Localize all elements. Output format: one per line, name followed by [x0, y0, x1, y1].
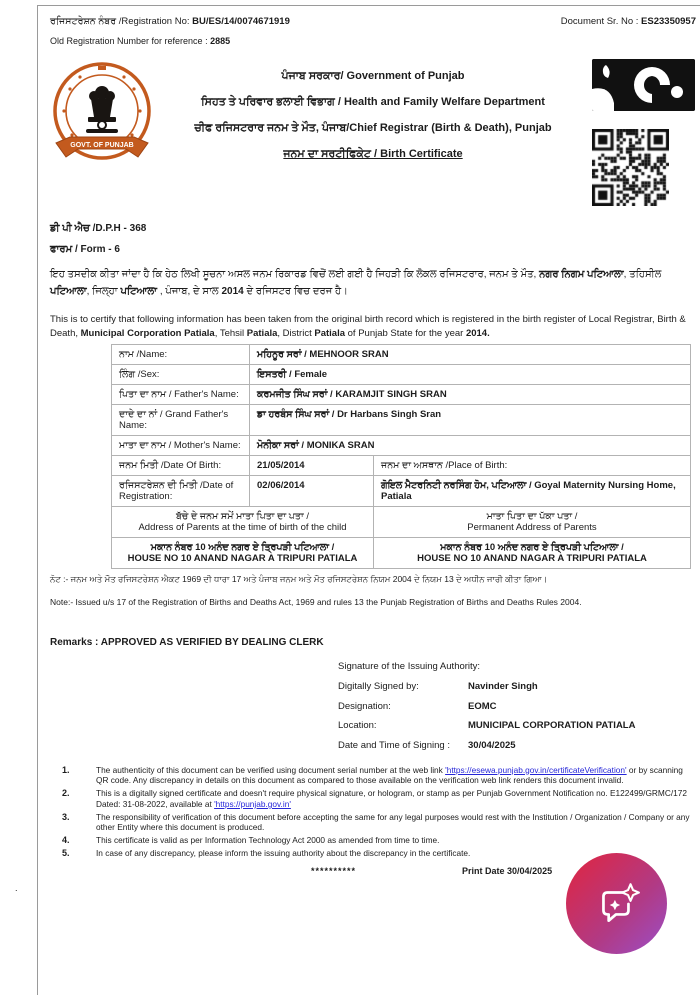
- birth-details-table: [111, 344, 691, 569]
- digitally-signed-by-label: Digitally Signed by:: [338, 681, 419, 692]
- table-row: [112, 365, 691, 385]
- certify-en-b3: Patiala: [314, 327, 345, 339]
- place-of-birth-label: ਜਨਮ ਦਾ ਅਸਥਾਨ /Place of Birth:: [374, 456, 691, 476]
- signing-date-label: Date and Time of Signing :: [338, 739, 450, 751]
- certify-en-b2: Patiala: [246, 327, 278, 339]
- sex-label: ਲਿੰਗ /Sex:: [112, 365, 250, 385]
- footnote-text: [96, 788, 698, 810]
- signature-row: [338, 740, 700, 751]
- footnotes-list: [62, 765, 698, 859]
- title-birth-certificate: ਜਨਮ ਦਾ ਸਰਟੀਫਿਕੇਟ / Birth Certificate: [283, 148, 463, 160]
- address-birth-header-pa: ਬੱਚੇ ਦੇ ਜਨਮ ਸਮੇਂ ਮਾਤਾ ਪਿਤਾ ਦਾ ਪਤਾ /: [175, 511, 310, 522]
- feedback-widget-button[interactable]: [566, 853, 667, 954]
- qr-code: [592, 129, 669, 206]
- footnote-number: 1.: [62, 764, 70, 775]
- certify-pa-b2: ਪਟਿਆਲਾ: [50, 286, 87, 297]
- header-right-column: [592, 59, 695, 211]
- address-permanent-value-pa: ਮਕਾਨ ਨੰਬਰ 10 ਅਨੰਦ ਨਗਰ ਏ ਤ੍ਰਿਪੜੀ ਪਟਿਆਲਾ /: [440, 542, 624, 553]
- father-name-value: ਕਰਮਜੀਤ ਸਿੰਘ ਸਰਾਂ / KARAMJIT SINGH SRAN: [250, 385, 691, 405]
- certify-paragraph-punjabi: [50, 266, 695, 300]
- name-value: ਮਹਿਨੂਰ ਸਰਾਂ / MEHNOOR SRAN: [250, 345, 691, 365]
- certify-en-t1: This is to certify that following information has been taken from the original birth record which is registered in the birth register of Local Registrar, Birth & Death,: [50, 314, 686, 339]
- address-permanent-value: [374, 538, 691, 569]
- certificate-frame: [37, 5, 700, 995]
- address-permanent-header-en: Permanent Address of Parents: [467, 522, 597, 533]
- punjab-govt-emblem-icon: [50, 59, 154, 211]
- registration-number-label: ਰਜਿਸਟਰੇਸ਼ਨ ਨੰਬਰ /Registration No:: [50, 16, 193, 27]
- digitally-signed-by-value: Navinder Singh: [468, 681, 538, 692]
- footnote-1-text-cont: or by scanning QR code. Any discrepancy in details on this document as compared to those available on the verification web link renders this document invalid.: [96, 764, 683, 786]
- remarks-line: Remarks : APPROVED AS VERIFIED BY DEALING CLERK: [50, 637, 324, 648]
- print-date: Print Date 30/04/2025: [462, 865, 553, 876]
- certify-pa-t4: , ਪੰਜਾਬ, ਦੇ ਸਾਲ: [157, 286, 222, 297]
- note-punjabi: ਨੋਟ :- ਜਨਮ ਅਤੇ ਮੌਤ ਰਜਿਸਟਰੇਸ਼ਨ ਐਕਟ 1969 ਦੀ ਧਾਰਾ 17 ਅਤੇ ਪੰਜਾਬ ਜਨਮ ਅਤੇ ਮੌਤ ਰਜਿਸਟਰੇਸ਼ਨ ਨਿਯਮ 2004 ਦੇ ਨਿਯਮ 13 ਦੇ ਅਧੀਨ ਜਾਰੀ ਕੀਤਾ ਗਿਆ।: [50, 574, 548, 584]
- feedback-chat-icon: [592, 879, 642, 929]
- note-english: Note:- Issued u/s 17 of the Registration of Births and Deaths Act, 1969 and rules 13 the Punjab Registration of Births and Deaths Rules 2004.: [50, 597, 582, 607]
- asterisks-separator: **********: [311, 865, 357, 876]
- dob-label: ਜਨਮ ਮਿਤੀ /Date Of Birth:: [112, 456, 250, 476]
- punjab-gov-link[interactable]: 'https://punjab.gov.in': [214, 798, 291, 809]
- location-value: MUNICIPAL CORPORATION PATIALA: [468, 720, 636, 731]
- certify-pa-b3: ਪਟਿਆਲਾ: [120, 286, 158, 297]
- verification-link[interactable]: 'https://esewa.punjab.gov.in/certificateVerification': [445, 764, 627, 775]
- address-birth-value-en: HOUSE NO 10 ANAND NAGAR A TRIPURI PATIALA: [127, 553, 358, 564]
- document-sr-value: ES23350957: [641, 16, 696, 27]
- signature-row: [338, 701, 700, 712]
- topbar: [50, 16, 700, 27]
- address-birth-value-pa: ਮਕਾਨ ਨੰਬਰ 10 ਅਨੰਦ ਨਗਰ ਏ ਤ੍ਰਿਪੜੀ ਪਟਿਆਲਾ /: [150, 542, 335, 553]
- footnote-3-text: The responsibility of verification of this document before accepting the same for any legal purposes would rest with the Institution / Organization / Company or any other Entity where this document is produced.: [96, 811, 690, 833]
- certify-en-t2: , Tehsil: [214, 327, 247, 339]
- stray-period: .: [15, 883, 18, 893]
- footnote-2-text: This is a digitally signed certificate and doesn't require physical signature, or hologram, or stamp as per Punjab Government Notification no. E122499/GRMC/172 Dated: 31-08-2022, available at: [96, 788, 687, 809]
- signature-row: [338, 681, 700, 692]
- certify-en-t4: of Punjab State for the year: [345, 327, 466, 339]
- title-block: [154, 59, 592, 211]
- place-of-birth-value: ਗੋਇਲ ਮੈਟਰਨਿਟੀ ਨਰਸਿੰਗ ਹੋਮ, ਪਟਿਆਲਾ / Goyal Maternity Nursing Home, Patiala: [374, 476, 691, 507]
- sex-value: ਇਸਤਰੀ / Female: [250, 365, 691, 385]
- footnote-1-text: The authenticity of this document can be verified using document serial number at the web link: [96, 764, 446, 775]
- table-row: [112, 507, 691, 538]
- certify-pa-t1: ਇਹ ਤਸਦੀਕ ਕੀਤਾ ਜਾਂਦਾ ਹੈ ਕਿ ਹੇਠ ਲਿਖੀ ਸੂਚਨਾ ਅਸਲ ਜਨਮ ਰਿਕਾਰਡ ਵਿਚੋਂ ਲਈ ਗਈ ਹੈ ਜਿਹੜੀ ਕਿ ਲੋਕਲ ਰਜਿਸਟਰਾਰ, ਜਨਮ ਤੇ ਮੌਤ,: [50, 269, 540, 280]
- old-registration-value: 2885: [210, 36, 231, 46]
- mother-name-value: ਮੋਨੀਕਾ ਸਰਾਂ / MONIKA SRAN: [250, 436, 691, 456]
- certify-en-b1: Municipal Corporation Patiala: [80, 327, 215, 339]
- table-row: [112, 476, 691, 507]
- form-number-line: ਫਾਰਮ / Form - 6: [50, 244, 120, 255]
- location-label: Location:: [338, 720, 377, 731]
- table-row: [112, 405, 691, 436]
- designation-label: Designation:: [338, 700, 391, 712]
- footnote-item-2: [62, 788, 698, 810]
- signing-date-value: 30/04/2025: [468, 739, 516, 751]
- certificate-header: [50, 59, 700, 211]
- table-row: [112, 456, 691, 476]
- document-sr-line: [561, 16, 696, 27]
- title-chief-registrar: ਚੀਫ ਰਜਿਸਟਰਾਰ ਜਨਮ ਤੇ ਮੌਤ, ਪੰਜਾਬ/Chief Registrar (Birth & Death), Punjab: [194, 122, 552, 134]
- certify-en-t3: , District: [277, 327, 315, 339]
- esewa-logo-icon: [592, 59, 695, 111]
- table-row: [112, 345, 691, 365]
- footnote-number: 5.: [62, 848, 70, 859]
- certify-pa-t2: , ਤਹਿਸੀਲ: [623, 269, 662, 280]
- old-registration-label: Old Registration Number for reference :: [50, 36, 211, 46]
- certify-pa-b4: 2014: [221, 286, 244, 297]
- document-sr-label: Document Sr. No :: [560, 16, 642, 27]
- title-government: ਪੰਜਾਬ ਸਰਕਾਰ/ Government of Punjab: [281, 70, 465, 82]
- address-birth-header-en: Address of Parents at the time of birth of the child: [138, 522, 347, 533]
- footnote-number: 2.: [62, 788, 70, 799]
- grandfather-name-label: ਦਾਦੇ ਦਾ ਨਾਂ / Grand Father's Name:: [112, 405, 250, 436]
- signature-block: [338, 661, 700, 751]
- certify-pa-t3: , ਜਿਲ੍ਹਾ: [86, 286, 121, 297]
- title-department: ਸਿਹਤ ਤੇ ਪਰਿਵਾਰ ਭਲਾਈ ਵਿਭਾਗ / Health and Family Welfare Department: [201, 96, 545, 108]
- registration-number-value: BU/ES/14/0074671919: [192, 16, 290, 27]
- footnote-item-1: [62, 765, 698, 787]
- registration-date-label: ਰਜਿਸਟਰੇਸ਼ਨ ਦੀ ਮਿਤੀ /Date of Registration:: [112, 476, 250, 507]
- certify-pa-t5: ਦੇ ਰਜਿਸਟਰ ਵਿਚ ਦਰਜ ਹੈ।: [243, 286, 348, 297]
- footnote-item-4: [62, 835, 698, 846]
- dph-line: ਡੀ ਪੀ ਐਚ /D.P.H - 368: [50, 223, 147, 234]
- signature-row: [338, 720, 700, 731]
- registration-number-line: [50, 16, 290, 27]
- certify-paragraph-english: [50, 313, 698, 340]
- footnote-number: 4.: [62, 835, 70, 846]
- table-row: [112, 538, 691, 569]
- designation-value: EOMC: [468, 700, 497, 712]
- grandfather-name-value: ਡਾ ਹਰਬੰਸ ਸਿੰਘ ਸਰਾਂ / Dr Harbans Singh Sran: [250, 405, 691, 436]
- footnote-4-text: This certificate is valid as per Information Technology Act 2000 as amended from time to time.: [96, 835, 440, 846]
- address-permanent-value-en: HOUSE NO 10 ANAND NAGAR A TRIPURI PATIALA: [417, 553, 647, 564]
- footnote-text: [96, 765, 698, 787]
- signature-heading: Signature of the Issuing Authority:: [338, 661, 481, 672]
- address-permanent-header: [374, 507, 691, 538]
- address-permanent-header-pa: ਮਾਤਾ ਪਿਤਾ ਦਾ ਪੱਕਾ ਪਤਾ /: [486, 511, 578, 522]
- registration-date-value: 02/06/2014: [250, 476, 374, 507]
- old-registration-line: [50, 36, 700, 46]
- table-row: [112, 436, 691, 456]
- footnote-5-text: In case of any discrepancy, please inform the issuing authority about the discrepancy in the certificate.: [96, 848, 471, 859]
- father-name-label: ਪਿਤਾ ਦਾ ਨਾਮ / Father's Name:: [112, 385, 250, 405]
- dob-value: 21/05/2014: [250, 456, 374, 476]
- address-birth-header: [112, 507, 374, 538]
- table-row: [112, 385, 691, 405]
- certify-pa-b1: ਨਗਰ ਨਿਗਮ ਪਟਿਆਲਾ: [539, 269, 624, 280]
- footnote-item-3: [62, 812, 698, 834]
- footnote-number: 3.: [62, 811, 70, 822]
- name-label: ਨਾਮ /Name:: [112, 345, 250, 365]
- mother-name-label: ਮਾਤਾ ਦਾ ਨਾਮ / Mother's Name:: [112, 436, 250, 456]
- certify-en-b4: 2014.: [465, 327, 490, 339]
- svg-text:GOVT. OF PUNJAB: GOVT. OF PUNJAB: [70, 142, 134, 149]
- address-birth-value: [112, 538, 374, 569]
